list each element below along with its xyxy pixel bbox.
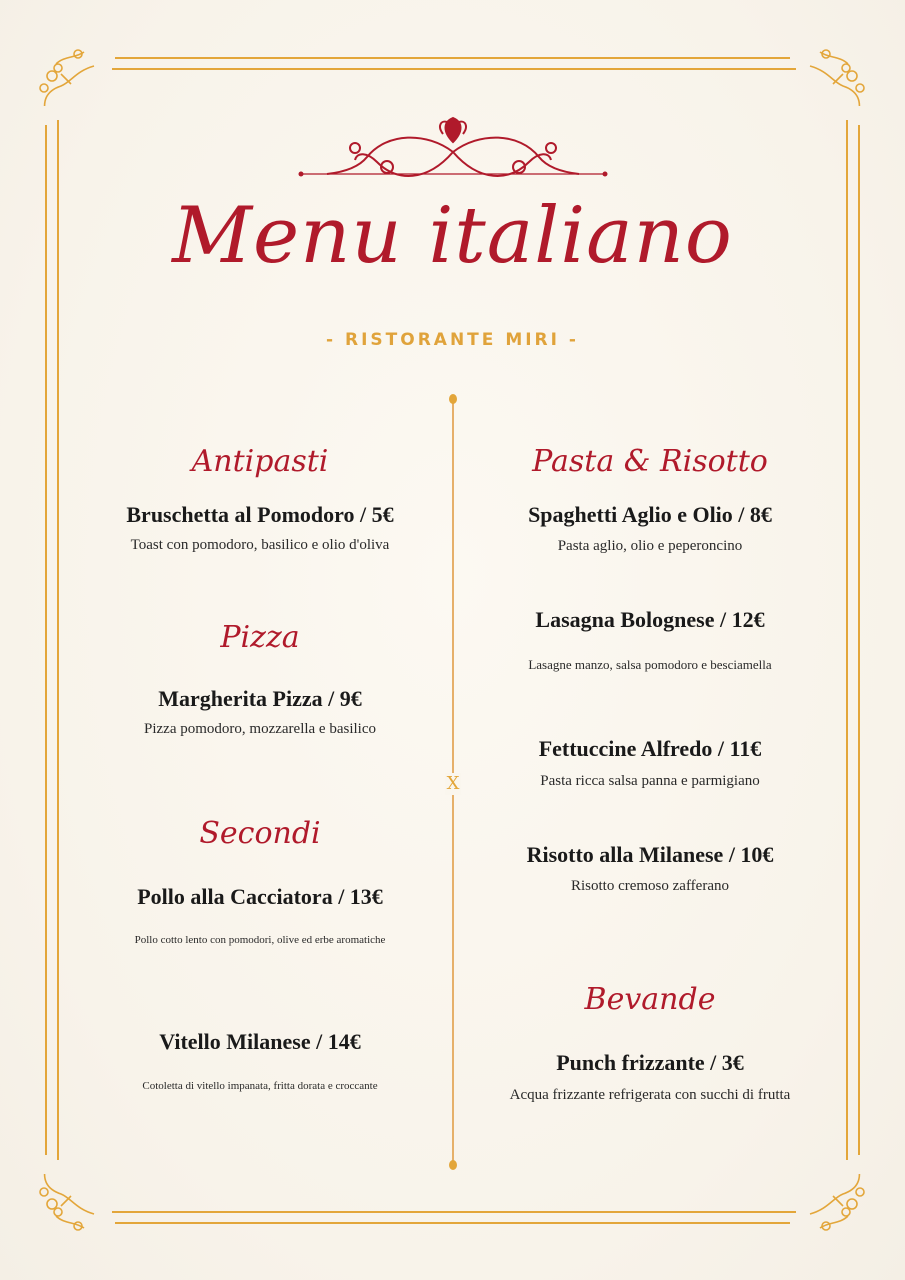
menu-item-desc: Pasta aglio, olio e peperoncino [557,538,743,554]
menu-item-name: Margherita Pizza / 9€ [158,686,362,711]
menu-item-desc: Pasta ricca salsa panna e parmigiano [540,773,760,789]
menu-item-name: Bruschetta al Pomodoro / 5€ [126,502,394,527]
section-title-antipasti: Antipasti [191,444,329,479]
menu-item-desc: Pollo cotto lento con pomodori, olive ed erbe aromatiche [134,934,386,946]
section-title-secondi: Secondi [199,816,321,851]
menu-item-desc: Pizza pomodoro, mozzarella e basilico [144,721,376,737]
menu-item-desc: Cotoletta di vitello impanata, fritta dorata e croccante [142,1080,378,1092]
menu-item-name: Lasagna Bolognese / 12€ [535,607,765,632]
section-title-pasta-risotto: Pasta & Risotto [532,444,768,479]
left-column [70,0,450,1280]
menu-item-name: Fettuccine Alfredo / 11€ [538,736,762,761]
menu-item-desc: Lasagne manzo, salsa pomodoro e besciamella [528,657,772,672]
divider-x-icon: X [446,773,460,794]
menu-item-name: Punch frizzante / 3€ [556,1050,744,1075]
restaurant-name: - RISTORANTE MIRI - [326,330,579,350]
section-title-bevande: Bevande [584,982,716,1017]
menu-item-name: Risotto alla Milanese / 10€ [526,842,774,867]
menu-item-name: Pollo alla Cacciatora / 13€ [137,884,383,909]
page-title: Menu italiano [172,191,733,281]
menu-item-desc: Risotto cremoso zafferano [570,878,729,894]
menu-item-desc: Acqua frizzante refrigerata con succhi di frutta [509,1087,791,1103]
menu-item-desc: Toast con pomodoro, basilico e olio d'oliva [130,537,390,553]
menu-item-name: Vitello Milanese / 14€ [159,1029,361,1054]
section-title-pizza: Pizza [220,620,300,655]
menu-item-name: Spaghetti Aglio e Olio / 8€ [528,502,772,527]
right-column [455,0,845,1280]
